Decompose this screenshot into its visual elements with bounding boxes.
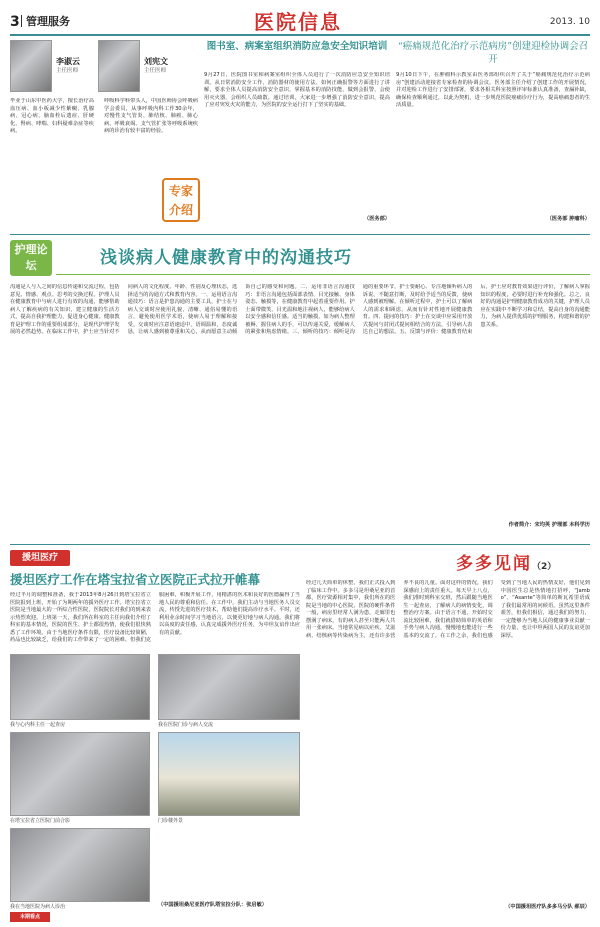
diary-title <box>456 552 556 577</box>
photo-treatment <box>10 828 150 902</box>
diary-body: 经过几天简单的休整，我们正式投入到了临床工作中。多多马是坦桑尼亚的首都，医疗资源相对集中，我们所在的医院是当地的中心医院。医院的硬件条件一般，病房里经常人满为患，走廊里也摆满了病床，有的病人甚至只能两人共用一张病床。当地常见病以疟疾、艾滋病、结核病等传染病为主，还有许多营养不良的儿童。面对这样的情况，我们深感肩上的责任重大。每天早上八点，我们准时到科室交班，然后跟随当地医生一起查房，了解病人的病情变化，调整治疗方案。由于语言不通，开始时交流比较困难，我们就借助简单的英语和手势与病人沟通，慢慢地也能进行一些基本的交流了。在工作之余，我们也感受到了当地人民的热情友好，他们见到中国医生总是热情地打招呼，“Jambo”、“Asante”等简单的斯瓦希里语成了我们最常用的问候语。虽然这里条件艰苦，但我们相信，通过我们的努力，一定能够为当地人民的健康事业贡献一份力量，也让中坦两国人民的友谊更加深厚。 <box>306 580 590 639</box>
news-title: “癌痛规范化治疗示范病房”创建迎检协调会召开 <box>397 41 589 65</box>
highlight-tag: 本期看点 <box>10 912 50 922</box>
article-credit: 作者简介：宋均英 护理部 本科学历 <box>508 522 590 528</box>
article-body: 沟通是人与人之间的信息传递和交流过程，包括意见、情感、观点、思考的交换过程。护理人员在健康教育中与病人进行有效的沟通，能够帮助病人了解疾病的有关知识，建立健康的生活方式，提高自我护理能力，促进身心健康。健康教育是护理工作的重要组成部分，是现代护理学发展的必然趋势。在临床工作中，护士应当针对不同病人的文化程度、年龄、性别及心理状态，选择适当的沟通方式和教育内容。一、运用语言沟通技巧：语言是护患沟通的主要工具，护士在与病人交谈时应使用礼貌、清晰、通俗易懂的语言，避免使用医学术语，使病人易于理解和接受。交谈时应注意语速适中，语调温和，态度诚恳，让病人感到被尊重和关心，从而愿意主动倾诉自己的感受和问题。二、运用非语言沟通技巧：非语言沟通包括面部表情、目光接触、身体姿态、触摸等，在健康教育中起着重要作用。护士面带微笑、目光温和地注视病人，能够给病人以安全感和信任感。适当的触摸，如为病人整理被褥、握住病人的手，可以传递关爱，缓解病人的紧张和焦虑情绪。三、倾听的技巧：倾听是沟通的重要环节，护士要耐心、专注地倾听病人的诉说，不随意打断，及时给予适当的反馈，使病人感到被理解。在倾听过程中，护士可以了解病人的需求和顾虑，从而有针对性地开展健康教育。四、提问的技巧：护士在交谈中应采用开放式提问与封闭式提问相结合的方法，引导病人表达自己的想法。五、反馈与评价：健康教育结束后，护士应对教育效果进行评价，了解病人掌握知识的程度，必要时进行补充和强化。总之，良好的沟通是护理健康教育成功的关键，护理人员应在实践中不断学习和总结，提高自身的沟通能力，为病人提供优质的护理服务，构建和谐的护患关系。 <box>10 284 590 336</box>
photo-caption: 门诊楼外景 <box>158 818 184 824</box>
diary-credit: （中国援坦医疗队多多马分队 郝辰） <box>505 904 590 910</box>
aid-section <box>10 550 300 920</box>
photo-caption: 在塔宝拉省立医院门前合影 <box>10 818 71 824</box>
title-underline <box>56 274 590 275</box>
section-rule <box>10 544 590 545</box>
photo-building <box>158 732 300 816</box>
photo-clinic <box>158 654 300 720</box>
photo-caption: 我与心内科主任一起查房 <box>10 722 66 728</box>
page-number: 3 <box>10 14 20 30</box>
profile-bio: 呼吸科学科带头人，中国医师协会呼吸病学会委员，从事呼吸内科工作30余年，对慢性支气管炎、肺结核、肺癌、肺心病、呼吸衰竭、支气管扩张等呼吸系统疾病的诊治有较丰富的经验。 <box>104 98 198 135</box>
masthead-logo: 医院信息 <box>254 10 342 34</box>
aid-badge: 援坦医疗 <box>10 550 70 566</box>
photo-caption: 我在当地医院为病人诊治 <box>10 904 66 910</box>
news-title: 图书室、病案室组织消防应急安全知识培训 <box>206 41 388 52</box>
aid-title: 援坦医疗工作在塔宝拉省立医院正式拉开帷幕 <box>10 572 261 587</box>
article-title: 浅谈病人健康教育中的沟通技巧 <box>100 248 352 268</box>
portrait-photo <box>10 40 52 92</box>
photo-group <box>10 732 150 816</box>
issue-date: 2013. 10 <box>549 17 590 27</box>
expert-badge: 专家介绍 <box>162 178 200 222</box>
news-credit: （医务部） <box>364 216 390 222</box>
photo-ward-round <box>10 654 150 720</box>
aid-body: 经过半月的调整和准备，我于2013年8月26日到塔宝拉省立医院报到上班，开始了为期两年的援外医疗工作。塔宝拉省立医院是当地最大的一所综合性医院，医院院长对我们的到来表示热烈欢迎。上班第一天，我们所在科室的主任向我们介绍了科室的基本情况，医院的医生、护士都很热情，使我们很快熟悉了工作环境。由于当地医疗条件有限，医疗设备比较简陋，药品也比较缺乏，给我们的工作带来了一定的困难。但我们克服困难，积极开展工作，用精湛的医术和良好的医德赢得了当地人民的尊重和信任。在工作中，我们主动与当地医务人员交流，传授先进的医疗技术，帮助他们提高诊疗水平。平时，还利用业余时间学习当地语言，以便更好地与病人沟通。我们将以高度的责任感，认真完成援外医疗任务，为中坦友谊作出应有的贡献。 <box>10 592 300 644</box>
profile-name: 李淑云 <box>56 57 80 66</box>
profile-bio: 毕业于山东中医药大学，擅长治疗高血压病、血小板减少性紫癜、乳腺病、冠心病、脑血栓后遗症、肝硬化、腎病、哮喘、妇科疑难杂症等疾病。 <box>10 98 94 135</box>
aid-credit: （中国援坦桑尼亚医疗队塔宝拉分队：张启敏） <box>158 902 267 908</box>
profiles-section <box>10 40 198 238</box>
section-title: 管理服务 <box>26 15 70 28</box>
photo-caption: 我在医院门诊与病人交流 <box>158 722 214 728</box>
profile-role: 主任医师 <box>144 68 167 74</box>
news-body: 9月10日下午，在肿瘤科示教室由医务部组织召开了关于“癌痛规范化治疗示范病房”创建活动迎接省专家检查的协调会议。医务部主任介绍了创建工作的开展情况，并对迎检工作进行了安排部署，要求各相关科室按照评审标准认真准备，查漏补缺，确保检查顺利通过，以此为契机，进一步规范医院癌痛诊疗行为，提高癌痛患者的生活质量。 <box>396 72 590 109</box>
page-header <box>10 10 590 32</box>
news-fire-training <box>204 40 390 230</box>
diary-title-text: 多多见闻 <box>456 554 532 574</box>
news-cancer-pain-ward <box>396 40 590 230</box>
header-divider <box>21 15 22 27</box>
profile-role: 主任医师 <box>56 68 79 74</box>
diary-section <box>306 550 590 920</box>
section-rule <box>10 234 590 235</box>
portrait-photo <box>98 40 140 92</box>
header-rule <box>10 34 590 36</box>
forum-badge: 护理论坛 <box>10 240 52 276</box>
profile-name: 刘宪文 <box>144 57 168 66</box>
diary-number: （2） <box>532 562 557 572</box>
news-body: 9月27日，医院图书室和病案室组织全体人员进行了一次消防应急安全知识培训。从日常消防安全工作、消防器材的使用方法、如何正确报警等方面进行了讲解，要求全体人员提高消防安全意识，掌握基本的消防技能，做到会报警、会使用灭火器、会组织人员疏散。通过培训，大家进一步增强了消防安全意识，提高了应对突发火灾的能力，为医院的安全运行打下了坚实的基础。 <box>204 72 390 109</box>
news-credit: （医务部 肿瘤科） <box>546 216 590 222</box>
nursing-forum <box>10 240 590 538</box>
